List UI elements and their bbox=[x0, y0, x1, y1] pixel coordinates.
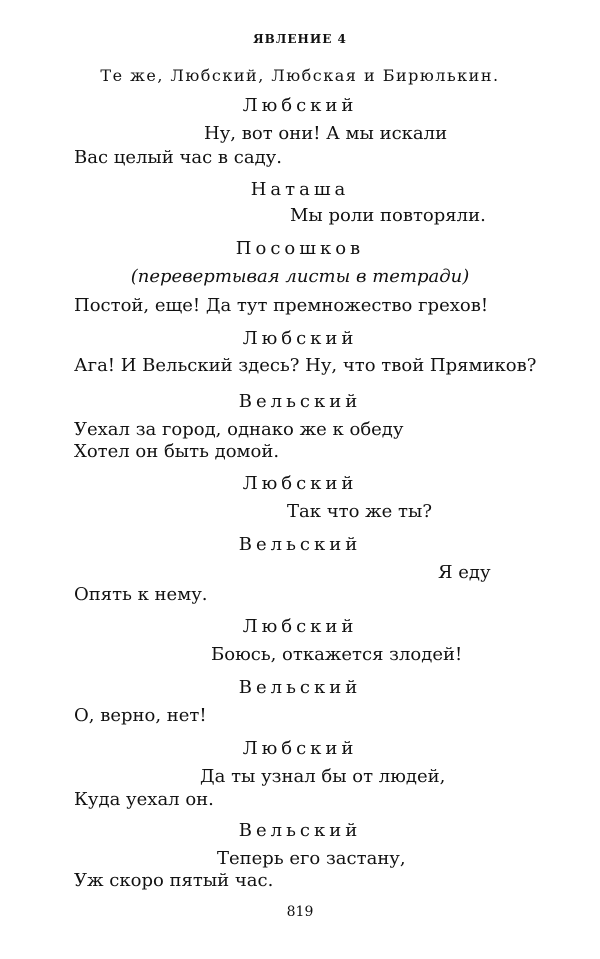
verse-line: Так что же ты? bbox=[287, 501, 432, 522]
speaker-name: Любский bbox=[242, 738, 358, 759]
verse-line: Куда уехал он. bbox=[74, 789, 214, 810]
speaker-name: Вельский bbox=[238, 677, 362, 698]
page-number: 819 bbox=[286, 904, 314, 920]
speaker-name: Любский bbox=[242, 473, 358, 494]
verse-line: Хотел он быть домой. bbox=[74, 441, 280, 462]
verse-line: Опять к нему. bbox=[74, 584, 208, 605]
verse-line: Уехал за город, однако же к обеду bbox=[74, 419, 404, 440]
verse-line: Ага! И Вельский здесь? Ну, что твой Прямиков? bbox=[74, 355, 537, 376]
stage-direction: (перевертывая листы в тетради) bbox=[130, 266, 470, 287]
speaker-name: Любский bbox=[242, 95, 358, 116]
scene-title: ЯВЛЕНИЕ 4 bbox=[253, 32, 347, 46]
speaker-name: Вельский bbox=[238, 391, 362, 412]
verse-line: Боюсь, откажется злодей! bbox=[211, 644, 463, 665]
verse-line: Мы роли повторяли. bbox=[290, 205, 486, 226]
verse-line: Я еду bbox=[438, 562, 491, 583]
verse-line: Да ты узнал бы от людей, bbox=[200, 766, 446, 787]
verse-line: Ну, вот они! А мы искали bbox=[204, 123, 448, 144]
speaker-name: Вельский bbox=[238, 534, 362, 555]
speaker-name: Наташа bbox=[250, 179, 350, 200]
verse-line: Теперь его застану, bbox=[217, 848, 406, 869]
speaker-name: Любский bbox=[242, 328, 358, 349]
verse-line: Уж скоро пятый час. bbox=[74, 870, 274, 891]
verse-line: Постой, еще! Да тут премножество грехов! bbox=[74, 295, 489, 316]
speaker-name: Вельский bbox=[238, 820, 362, 841]
verse-line: О, верно, нет! bbox=[74, 705, 207, 726]
speaker-name: Посошков bbox=[235, 238, 365, 259]
verse-line: Вас целый час в саду. bbox=[74, 147, 282, 168]
speaker-name: Любский bbox=[242, 616, 358, 637]
cast-line: Те же, Любский, Любская и Бирюлькин. bbox=[100, 66, 500, 85]
